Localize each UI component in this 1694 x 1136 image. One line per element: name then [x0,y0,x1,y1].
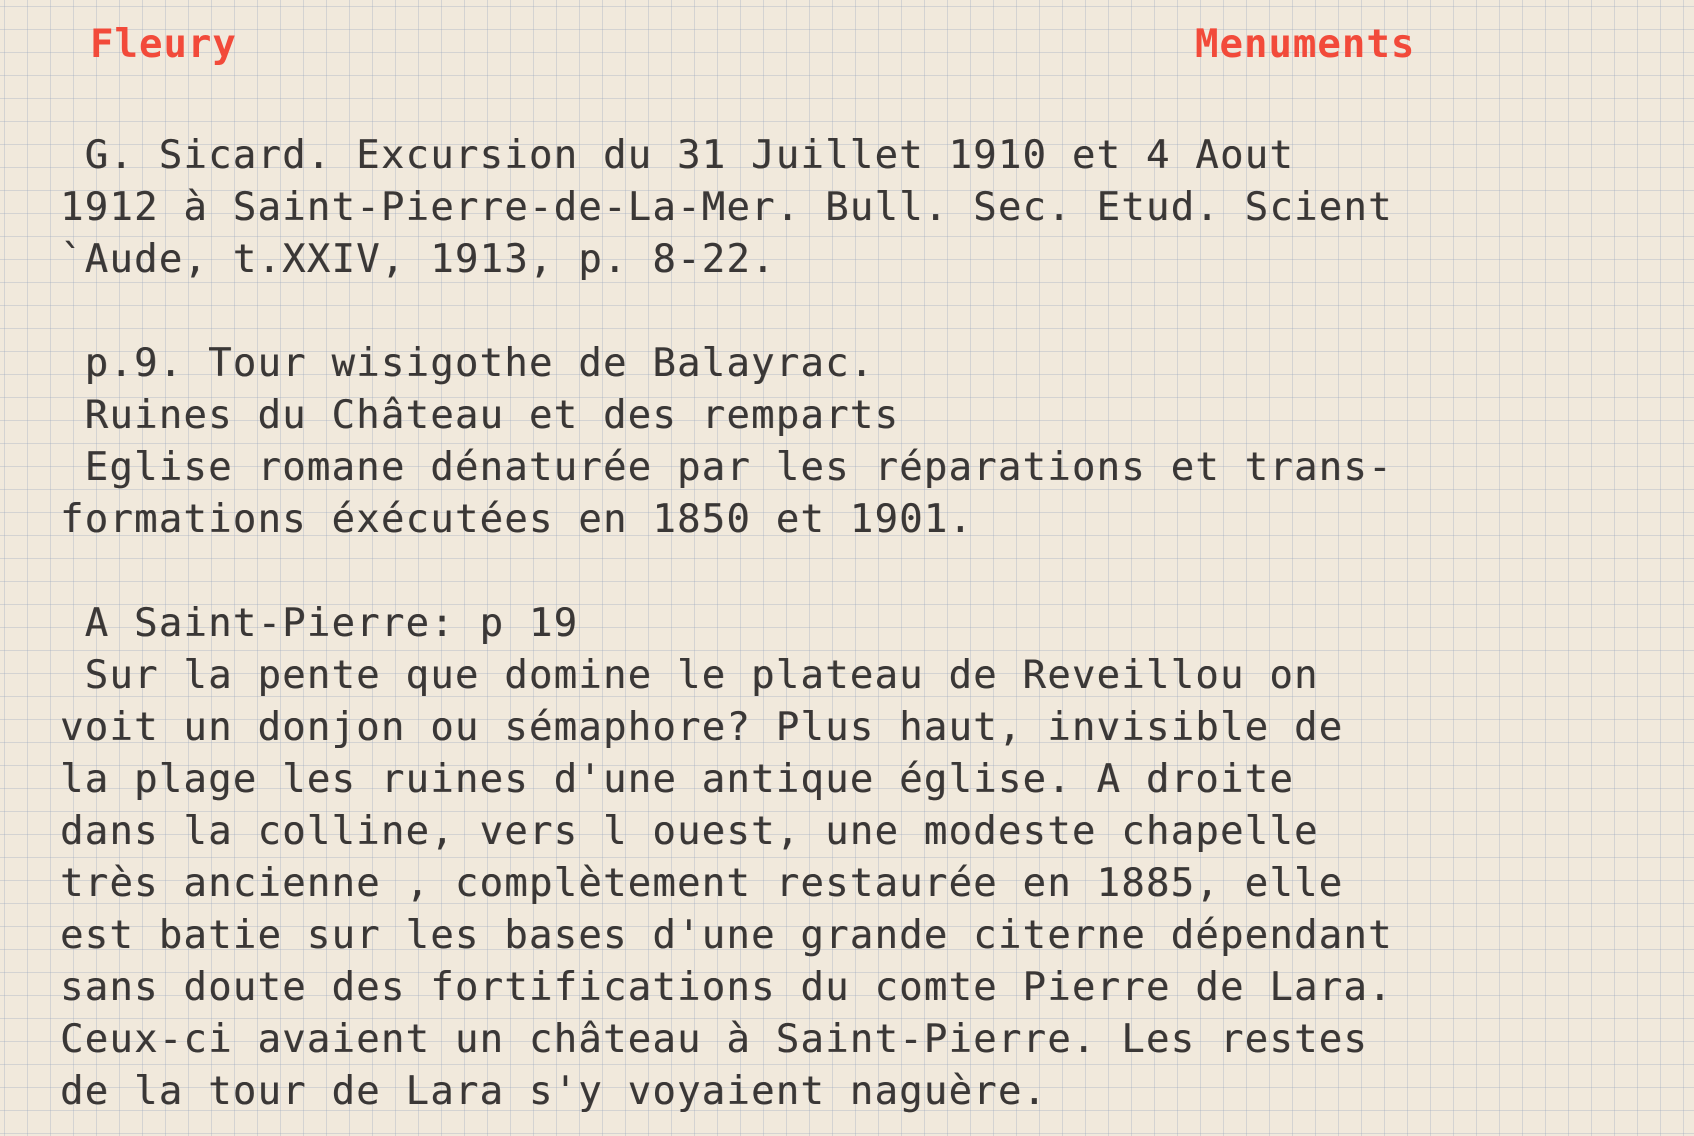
saint-pierre-heading: A Saint-Pierre: p 19 [60,601,579,646]
saint-pierre-line: de la tour de Lara s'y voyaient naguère. [60,1069,1048,1114]
page9-line: p.9. Tour wisigothe de Balayrac. [60,341,875,386]
reference-line: 1912 à Saint-Pierre-de-La-Mer. Bull. Sec. Etud. Scient [60,185,1393,230]
saint-pierre-line: sans doute des fortifications du comte Pierre de Lara. [60,965,1393,1010]
reference-line: G. Sicard. Excursion du 31 Juillet 1910 et 4 Aout [60,133,1294,178]
saint-pierre-line: voit un donjon ou sémaphore? Plus haut, invisible de [60,705,1344,750]
typed-body [60,130,1680,1118]
saint-pierre-line: la plage les ruines d'une antique église. A droite [60,757,1294,802]
card-header-place: Fleury [90,22,237,67]
saint-pierre-line: Sur la pente que domine le plateau de Reveillou on [60,653,1319,698]
blank-line [60,546,1680,598]
page9-line: Ruines du Château et des remparts [60,393,900,438]
blank-line [60,286,1680,338]
page9-line: Eglise romane dénaturée par les réparations et trans- [60,445,1393,490]
page9-line: formations éxécutées en 1850 et 1901. [60,497,974,542]
card-header-category: Menuments [1195,22,1416,67]
saint-pierre-line: dans la colline, vers l ouest, une modeste chapelle [60,809,1319,854]
saint-pierre-line: Ceux-ci avaient un château à Saint-Pierre. Les restes [60,1017,1369,1062]
reference-line: `Aude, t.XXIV, 1913, p. 8-22. [60,237,776,282]
saint-pierre-line: est batie sur les bases d'une grande citerne dépendant [60,913,1393,958]
saint-pierre-line: très ancienne , complètement restaurée en 1885, elle [60,861,1344,906]
